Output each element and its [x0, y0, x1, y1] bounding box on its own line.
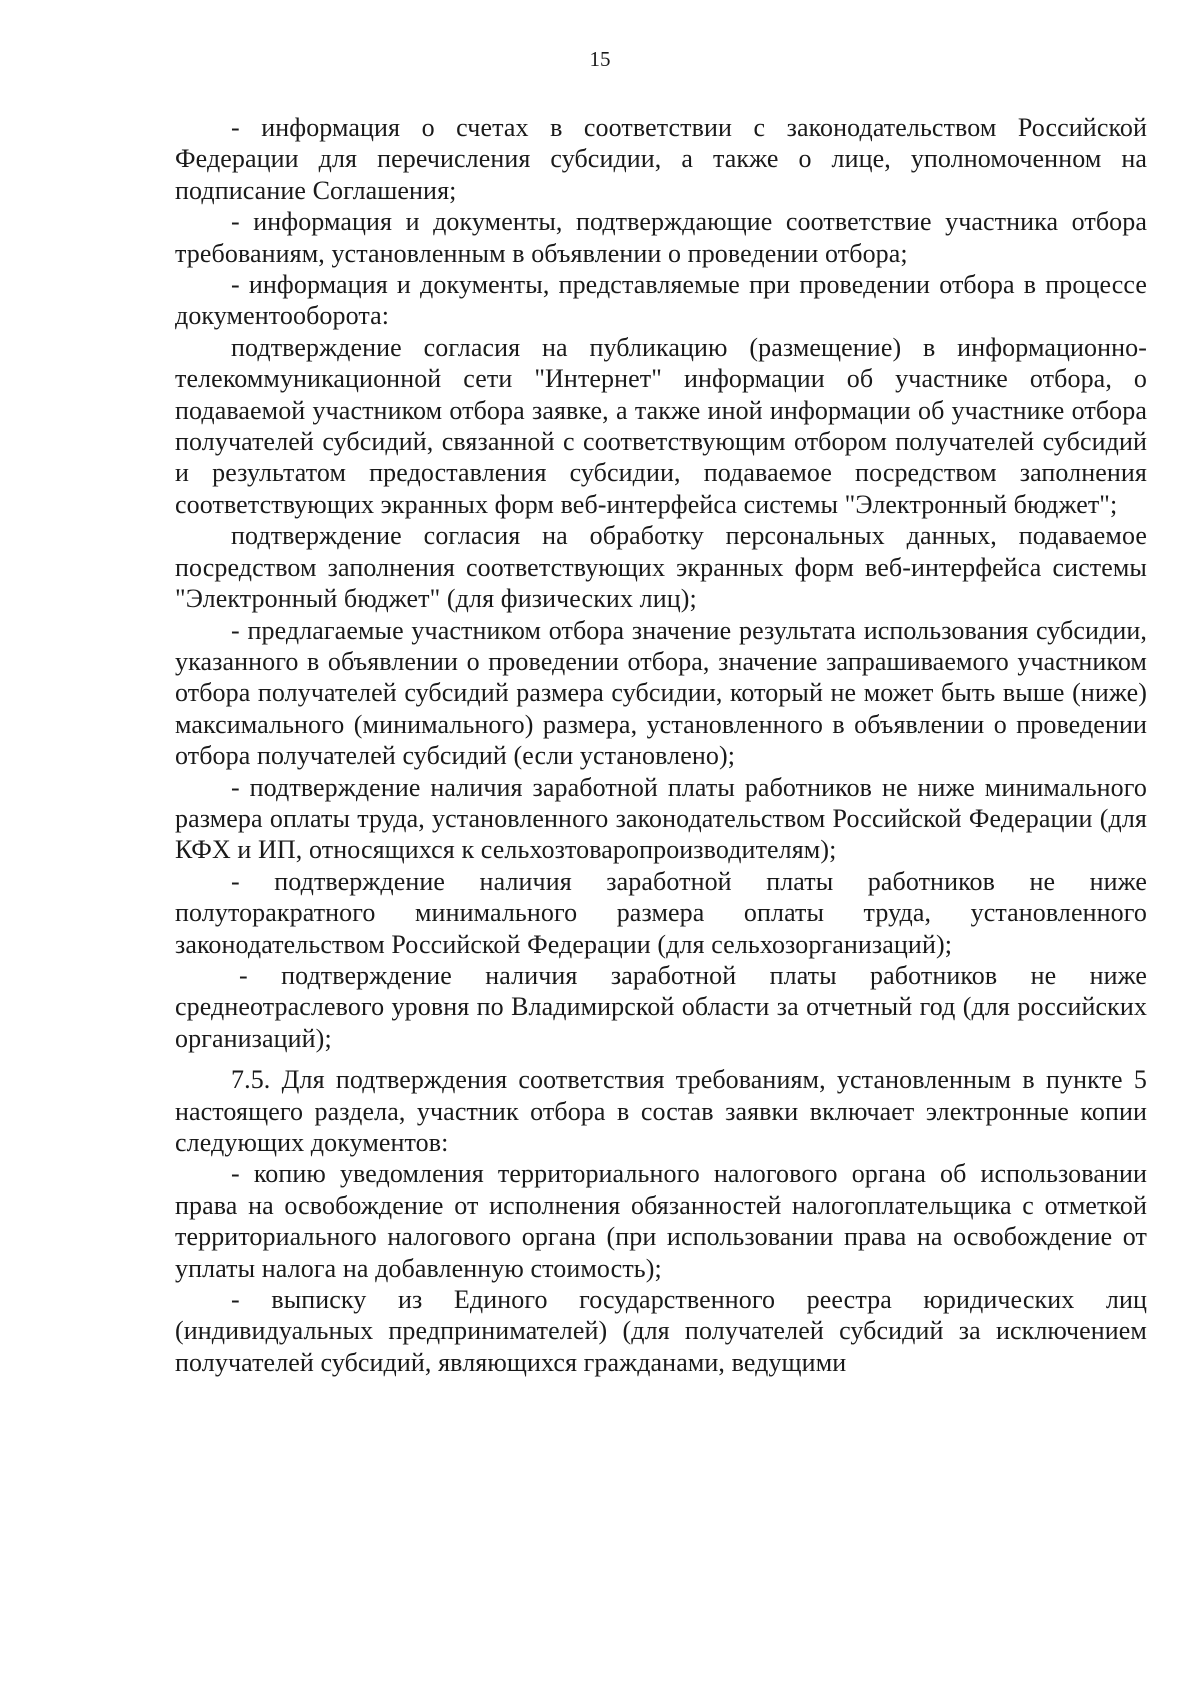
paragraph-wage-russian-orgs: - подтверждение наличия заработной платы работников не ниже среднеотраслевого уровня по Владимирской области за отчетный год (для российских организаций);	[175, 960, 1147, 1053]
paragraph-account-info: - информация о счетах в соответствии с законодательством Российской Федерации для перечисления субсидии, а также о лице, уполномоченном на подписание Соглашения;	[175, 113, 1147, 205]
paragraph-section-7-5: 7.5. Для подтверждения соответствия требованиям, установленным в пункте 5 настоящего раздела, участник отбора в состав заявки включает электронные копии следующих документов:	[175, 1065, 1147, 1157]
paragraph-registry-extract: - выписку из Единого государственного реестра юридических лиц (индивидуальных предпринимателей) (для получателей субсидий за исключением получателей субсидий, являющихся гражданами, ведущими	[175, 1285, 1147, 1377]
paragraph-tax-notice-copy: - копию уведомления территориального налогового органа об использовании права на освобождение от исполнения обязанностей налогоплательщика с отметкой территориального налогового органа (при использовании права на освобождение от уплаты налога на добавленную стоимость);	[175, 1159, 1147, 1283]
paragraph-wage-agri-orgs: - подтверждение наличия заработной платы работников не ниже полуторакратного минимального размера оплаты труда, установленного законодательством Российской Федерации (для сельхозорганизаций);	[175, 866, 1147, 959]
paragraph-workflow-documents: - информация и документы, представляемые при проведении отбора в процессе документооборота:	[175, 270, 1147, 331]
paragraph-wage-kfh-ip: - подтверждение наличия заработной платы работников не ниже минимального размера оплаты труда, установленного законодательством Российской Федерации (для КФХ и ИП, относящихся к сельхозтоваропроизводителям);	[175, 772, 1147, 865]
page-number: 15	[589, 47, 611, 71]
paragraph-proposed-result: - предлагаемые участником отбора значение результата использования субсидии, указанного в объявлении о проведении отбора, значение запрашиваемого участником отбора получателей субсидий размера субсидии, который не может быть выше (ниже) максимального (минимального) размера, установленного в объявлении о проведении отбора получателей субсидий (если установлено);	[175, 615, 1147, 771]
paragraph-compliance-documents: - информация и документы, подтверждающие соответствие участника отбора требованиям, установленным в объявлении о проведении отбора;	[175, 207, 1147, 268]
document-body	[175, 112, 1147, 1378]
paragraph-personal-data-consent: подтверждение согласия на обработку персональных данных, подаваемое посредством заполнения соответствующих экранных форм веб-интерфейса системы "Электронный бюджет" (для физических лиц);	[175, 521, 1147, 614]
paragraph-publication-consent: подтверждение согласия на публикацию (размещение) в информационно-телекоммуникационной сети "Интернет" информации об участнике отбора, о подаваемой участником отбора заявке, а также иной информации об участнике отбора получателей субсидий, связанной с соответствующим отбором получателей субсидий и результатом предоставления субсидии, подаваемое посредством заполнения соответствующих экранных форм веб-интерфейса системы "Электронный бюджет";	[175, 332, 1147, 519]
